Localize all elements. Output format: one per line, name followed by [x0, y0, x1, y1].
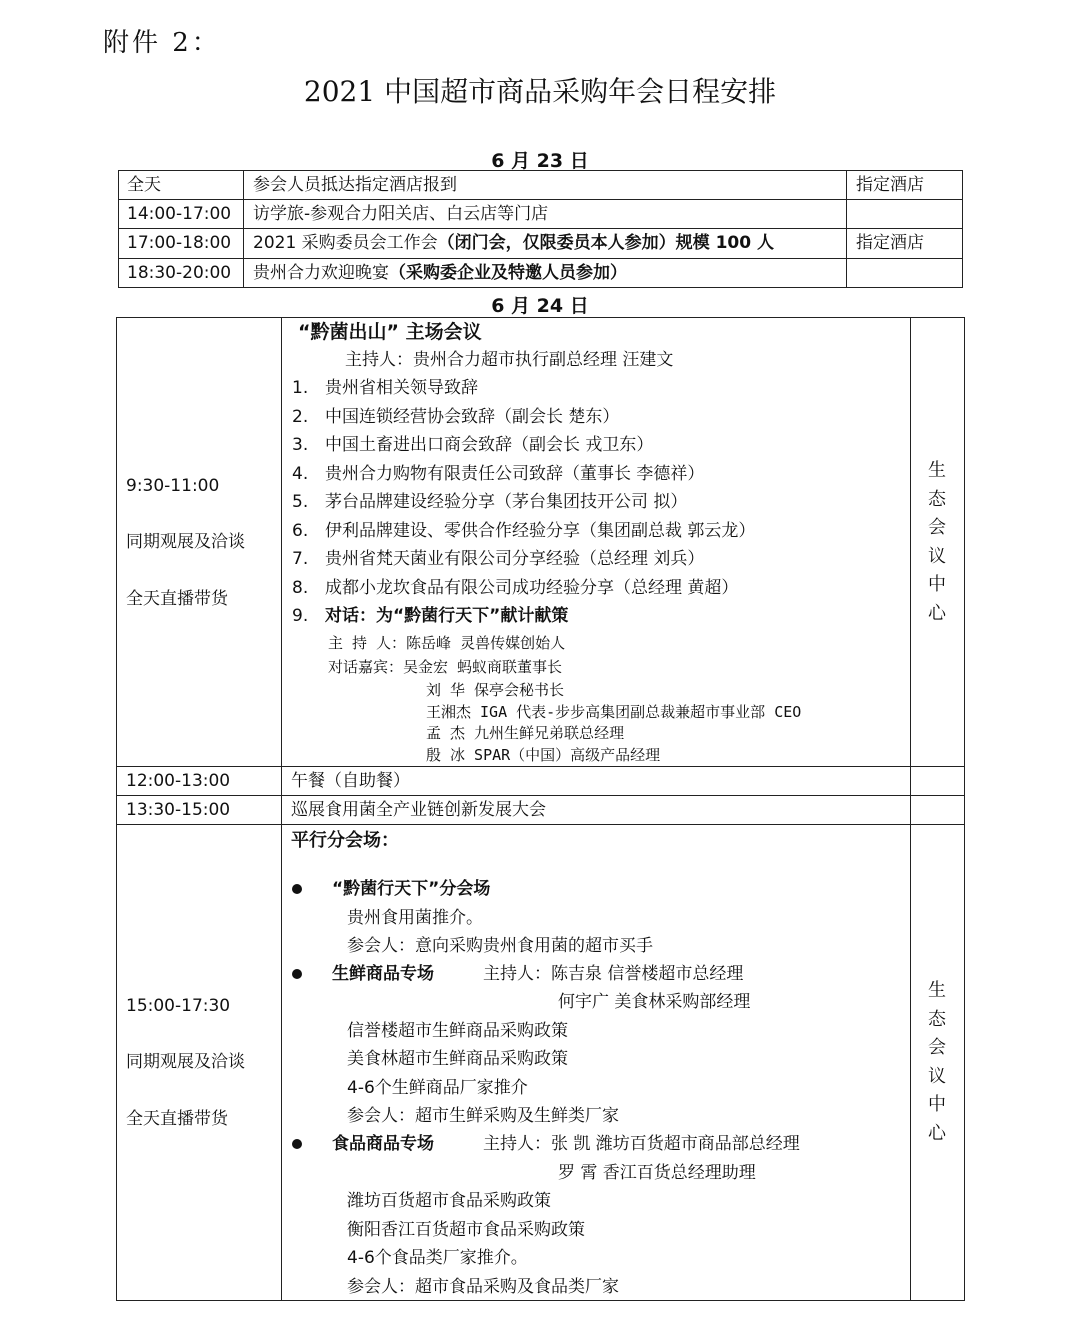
main-session-time: 9:30-11:00: [126, 476, 220, 496]
divider: [846, 170, 847, 288]
parallel-session-time: 15:00-17:30: [126, 996, 231, 1016]
lunch-time: 12:00-13:00: [126, 771, 231, 791]
dialogue-guest: 殷 冰 SPAR（中国）高级产品经理: [426, 746, 661, 764]
subsession-host: 主持人：陈吉泉 信誉楼超市总经理: [483, 964, 744, 984]
list-item: 茅台品牌建设经验分享（茅台集团技开公司 拟）: [325, 492, 688, 512]
list-item-number: 5.: [292, 492, 309, 512]
divider: [116, 824, 965, 825]
divider: [281, 317, 282, 1301]
list-item-number: 1.: [292, 378, 309, 398]
divider: [118, 199, 963, 200]
day2-date: 6 月 24 日: [491, 295, 589, 317]
main-session-note: 同期观展及洽谈: [126, 532, 245, 552]
list-item-number: 4.: [292, 464, 309, 484]
tour-time: 13:30-15:00: [126, 800, 231, 820]
attachment-label: 附件 2：: [103, 28, 221, 58]
table-row-event: [253, 232, 774, 254]
list-item: 贵州省梵天菌业有限公司分享经验（总经理 刘兵）: [325, 549, 705, 569]
list-item: 中国连锁经营协会致辞（副会长 楚东）: [325, 407, 620, 427]
subsession-host: 主持人：张 凯 潍坊百货超市商品部总经理: [483, 1134, 800, 1154]
event-prefix: 贵州合力欢迎晚宴: [253, 263, 389, 283]
list-item-number: 8.: [292, 578, 309, 598]
bullet-icon: [292, 884, 302, 894]
dialogue-guest: 对话嘉宾：吴金宏 蚂蚁商联董事长: [328, 658, 563, 676]
table-row-time: 全天: [127, 175, 161, 195]
table-row-time: 17:00-18:00: [127, 233, 232, 253]
table-row-location: 指定酒店: [856, 233, 924, 253]
main-session-note: 全天直播带货: [126, 589, 228, 609]
divider: [116, 795, 965, 796]
list-item-number: 3.: [292, 435, 309, 455]
main-session-host: 主持人：贵州合力超市执行副总经理 汪建文: [345, 350, 674, 370]
event-prefix: 2021 采购委员会工作会: [253, 233, 438, 253]
table-row-time: 18:30-20:00: [127, 263, 232, 283]
table-row-location: 指定酒店: [856, 175, 924, 195]
main-session-location: 生态会议中心: [928, 460, 946, 624]
divider: [243, 170, 244, 288]
table-row-event: [253, 262, 627, 284]
list-item: 对话：为“黔菌行天下”献计献策: [325, 606, 569, 626]
dialogue-host: 主 持 人：陈岳峰 灵兽传媒创始人: [328, 634, 566, 652]
parallel-session-location: 生态会议中心: [928, 980, 946, 1144]
dialogue-guest: 刘 华 保亭会秘书长: [426, 681, 565, 699]
parallel-session-title: 平行分会场：: [291, 830, 399, 851]
bullet-icon: [292, 1139, 302, 1149]
main-session-title: “黔菌出山” 主场会议: [298, 321, 482, 343]
subsession-line: 衡阳香江百货超市食品采购政策: [347, 1220, 585, 1240]
divider: [118, 228, 963, 229]
list-item: 成都小龙坎食品有限公司成功经验分享（总经理 黄超）: [325, 578, 739, 598]
divider: [116, 766, 965, 767]
dialogue-guest: 王湘杰 IGA 代表-步步高集团副总裁兼超市事业部 CEO: [426, 703, 802, 721]
divider: [118, 258, 963, 259]
subsession-title: 生鲜商品专场: [332, 964, 434, 984]
subsession-line: 参会人：超市生鲜采购及生鲜类厂家: [347, 1106, 619, 1126]
parallel-session-note: 全天直播带货: [126, 1109, 228, 1129]
list-item: 中国土畜进出口商会致辞（副会长 戎卫东）: [325, 435, 654, 455]
subsession-line: 参会人：超市食品采购及食品类厂家: [347, 1277, 619, 1297]
table-row-event: 参会人员抵达指定酒店报到: [253, 175, 457, 195]
subsession-line: 贵州食用菌推介。: [347, 908, 483, 928]
subsession-line: 信誉楼超市生鲜商品采购政策: [347, 1021, 568, 1041]
subsession-line: 参会人：意向采购贵州食用菌的超市买手: [347, 936, 653, 956]
tour-event: 巡展食用菌全产业链创新发展大会: [291, 800, 546, 820]
list-item: 贵州省相关领导致辞: [325, 378, 478, 398]
list-item-number: 6.: [292, 521, 309, 541]
dialogue-guest: 孟 杰 九州生鲜兄弟联总经理: [426, 724, 625, 742]
lunch-event: 午餐（自助餐）: [291, 771, 410, 791]
subsession-line: 4-6个食品类厂家推介。: [347, 1248, 528, 1268]
subsession-title: 食品商品专场: [332, 1134, 434, 1154]
divider: [910, 317, 911, 1301]
day1-date: 6 月 23 日: [491, 150, 589, 172]
table-row-event: 访学旅-参观合力阳关店、白云店等门店: [253, 204, 549, 224]
event-bold: （闭门会，仅限委员本人参加）规模 100 人: [437, 233, 774, 253]
subsession-title: “黔菌行天下”分会场: [332, 879, 491, 899]
subsession-host: 罗 霄 香江百货总经理助理: [558, 1163, 756, 1183]
bullet-icon: [292, 969, 302, 979]
list-item: 伊利品牌建设、零供合作经验分享（集团副总裁 郭云龙）: [325, 521, 756, 541]
subsession-host: 何宇广 美食林采购部经理: [558, 992, 751, 1012]
page-title: 2021 中国超市商品采购年会日程安排: [303, 75, 777, 108]
table-row-time: 14:00-17:00: [127, 204, 232, 224]
subsession-line: 潍坊百货超市食品采购政策: [347, 1191, 551, 1211]
subsession-line: 4-6个生鲜商品厂家推介: [347, 1078, 528, 1098]
parallel-session-note: 同期观展及洽谈: [126, 1052, 245, 1072]
list-item-number: 9.: [292, 606, 309, 626]
list-item: 贵州合力购物有限责任公司致辞（董事长 李德祥）: [325, 464, 705, 484]
subsession-line: 美食林超市生鲜商品采购政策: [347, 1049, 568, 1069]
event-bold: （采购委企业及特邀人员参加）: [389, 263, 627, 283]
list-item-number: 2.: [292, 407, 309, 427]
list-item-number: 7.: [292, 549, 309, 569]
